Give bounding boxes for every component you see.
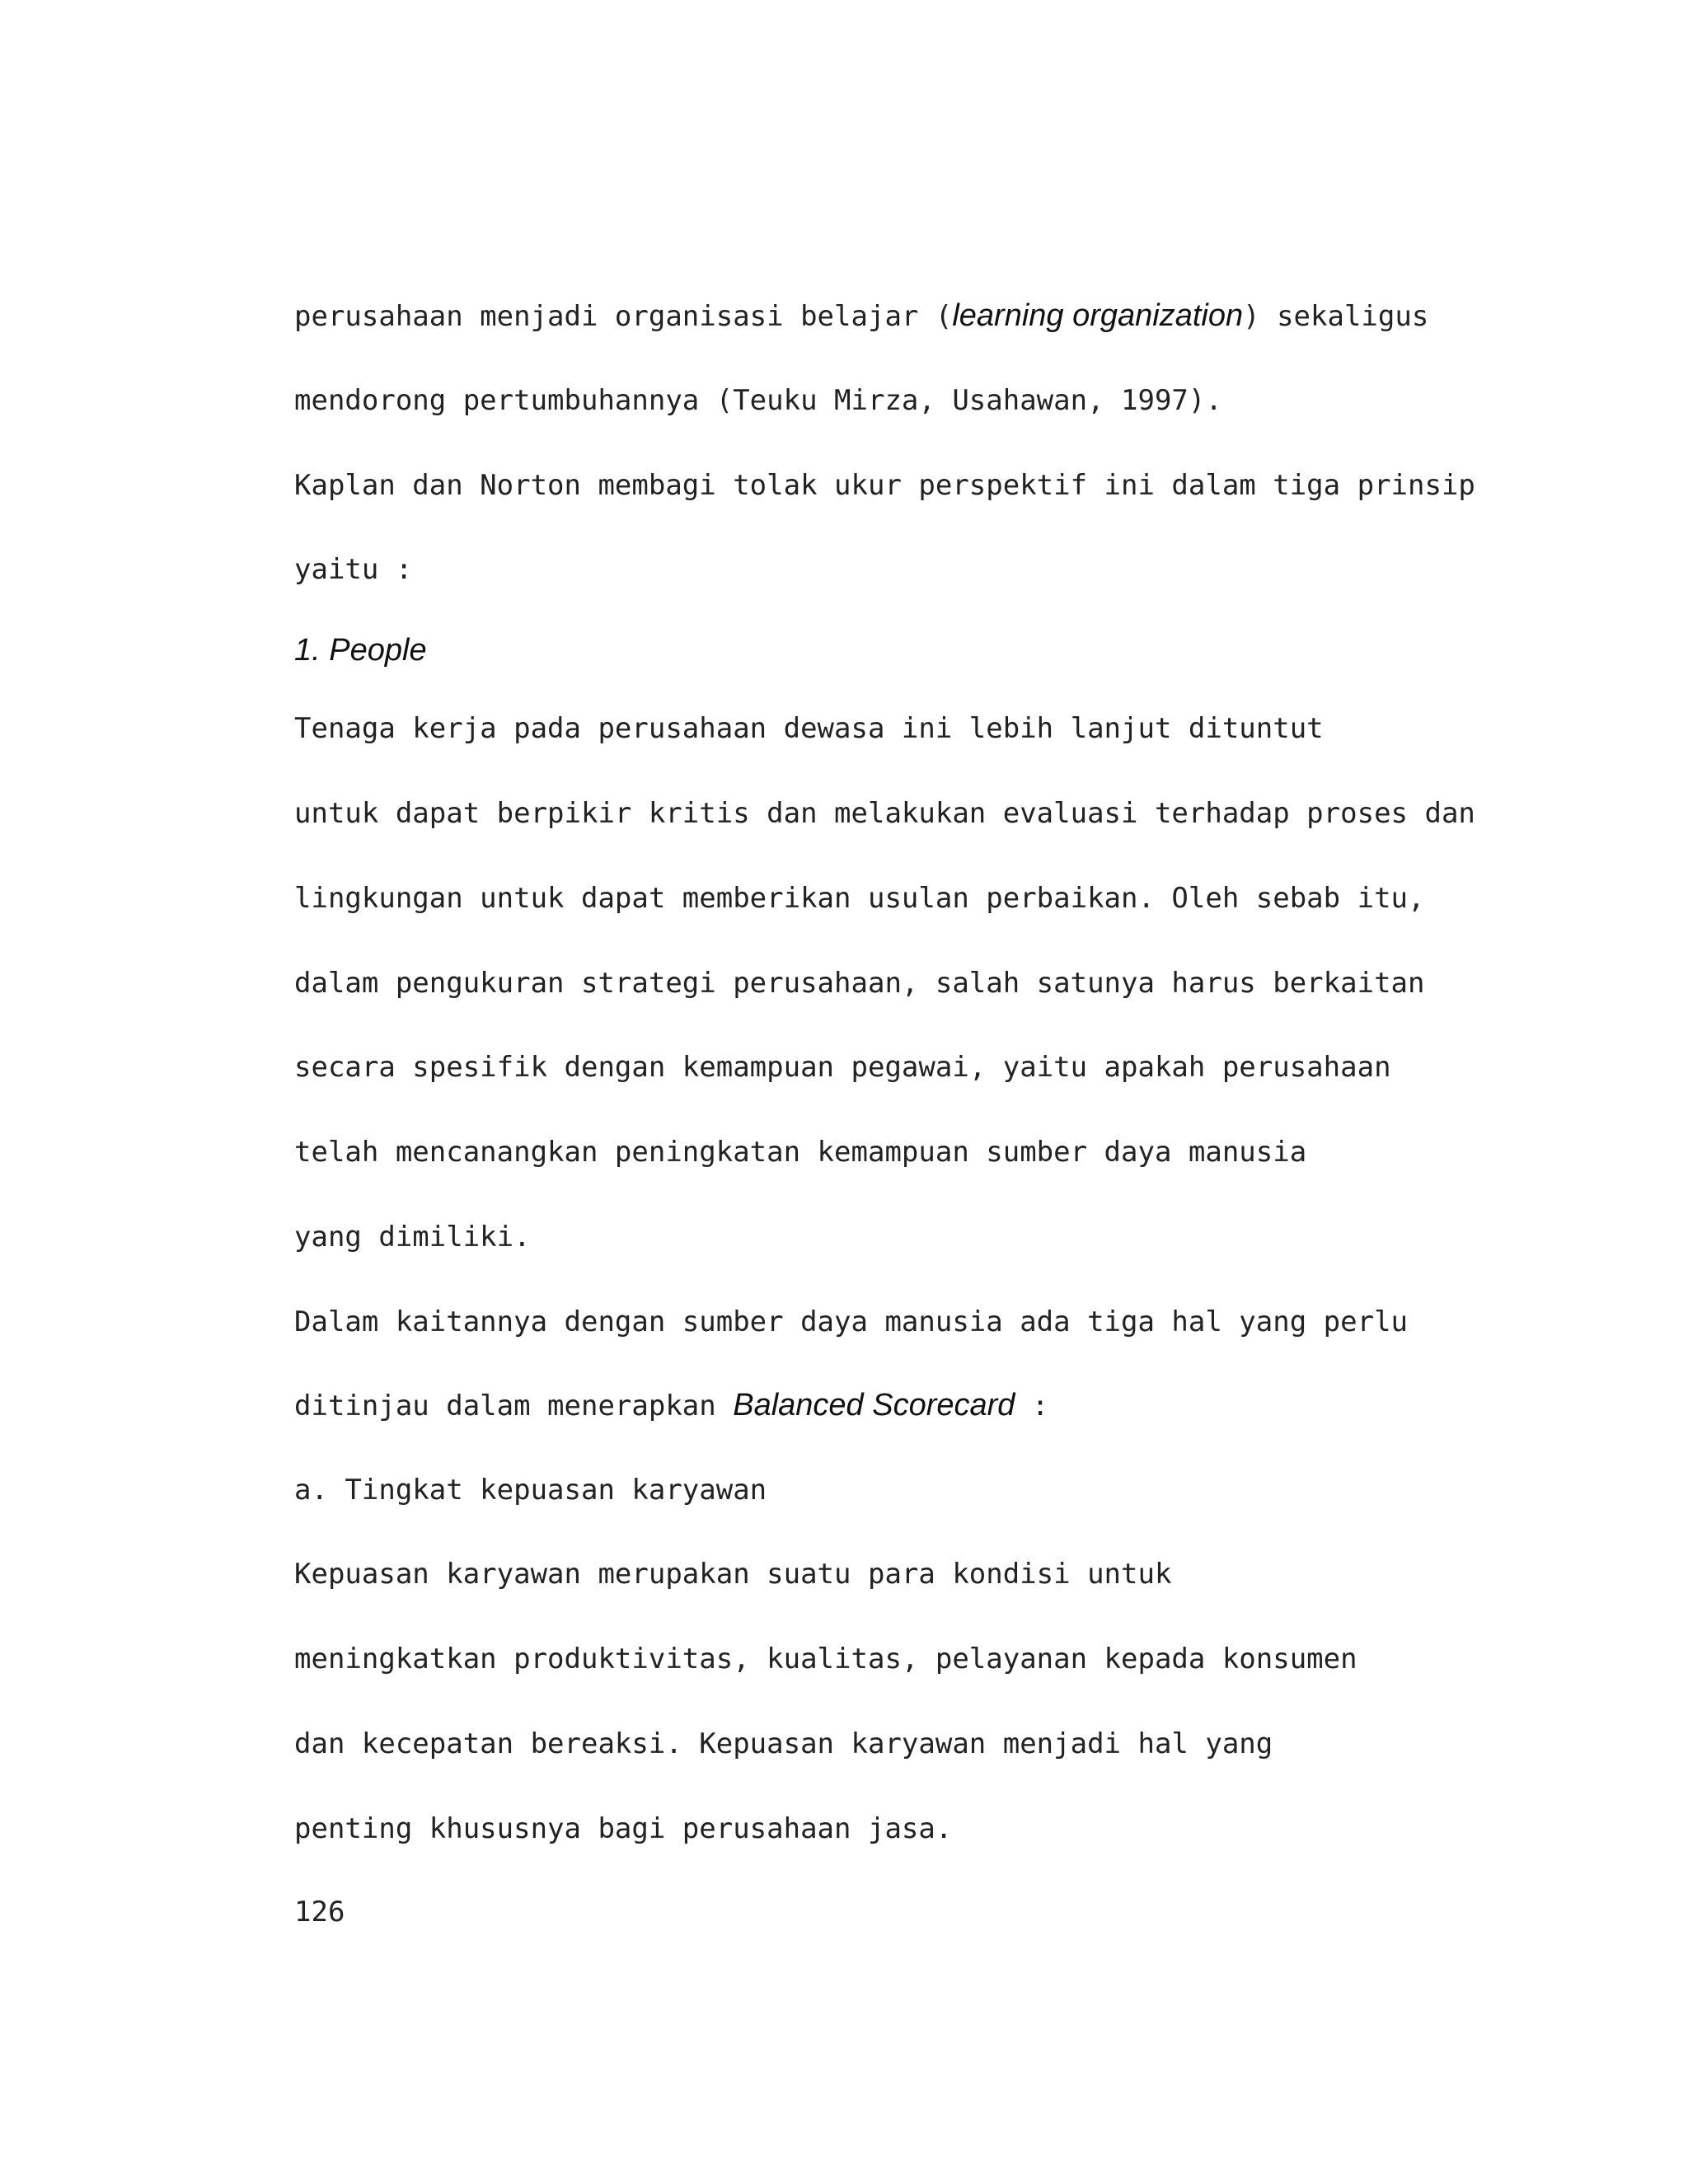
paragraph-line: dalam pengukuran strategi perusahaan, salah satunya harus berkaitan: [294, 967, 1425, 1000]
paragraph-line: yaitu :: [294, 553, 413, 586]
paragraph-line: Tenaga kerja pada perusahaan dewasa ini lebih lanjut dituntut: [294, 712, 1324, 745]
paragraph-line: Dalam kaitannya dengan sumber daya manusia ada tiga hal yang perlu: [294, 1305, 1409, 1338]
section-heading: 1. People: [294, 633, 427, 668]
paragraph-line: Kaplan dan Norton membagi tolak ukur perspektif ini dalam tiga prinsip: [294, 469, 1475, 502]
text-segment: :: [1015, 1390, 1049, 1422]
text-segment: ditinjau dalam menerapkan: [294, 1390, 734, 1422]
paragraph-line: untuk dapat berpikir kritis dan melakukan evaluasi terhadap proses dan: [294, 797, 1475, 830]
paragraph-line: meningkatkan produktivitas, kualitas, pelayanan kepada konsumen: [294, 1643, 1357, 1675]
subheading: a. Tingkat kepuasan karyawan: [294, 1474, 767, 1507]
paragraph-line: [294, 298, 1428, 335]
paragraph-line: telah mencanangkan peningkatan kemampuan sumber daya manusia: [294, 1136, 1307, 1169]
paragraph-line: penting khususnya bagi perusahaan jasa.: [294, 1812, 953, 1845]
text-segment: ) sekaligus: [1243, 300, 1429, 333]
text-segment: perusahaan menjadi organisasi belajar (: [294, 300, 953, 333]
paragraph-line: Kepuasan karyawan merupakan suatu para kondisi untuk: [294, 1558, 1172, 1591]
italic-term: Balanced Scorecard: [733, 1388, 1015, 1422]
paragraph-line: dan kecepatan bereaksi. Kepuasan karyawan menjadi hal yang: [294, 1727, 1273, 1760]
page-number: 126: [294, 1896, 345, 1929]
italic-term: learning organization: [952, 298, 1244, 333]
paragraph-line: yang dimiliki.: [294, 1221, 531, 1254]
paragraph-line: [294, 1387, 1048, 1424]
paragraph-line: lingkungan untuk dapat memberikan usulan perbaikan. Oleh sebab itu,: [294, 882, 1425, 915]
paragraph-line: mendorong pertumbuhannya (Teuku Mirza, Usahawan, 1997).: [294, 384, 1222, 417]
paragraph-line: secara spesifik dengan kemampuan pegawai, yaitu apakah perusahaan: [294, 1051, 1391, 1084]
